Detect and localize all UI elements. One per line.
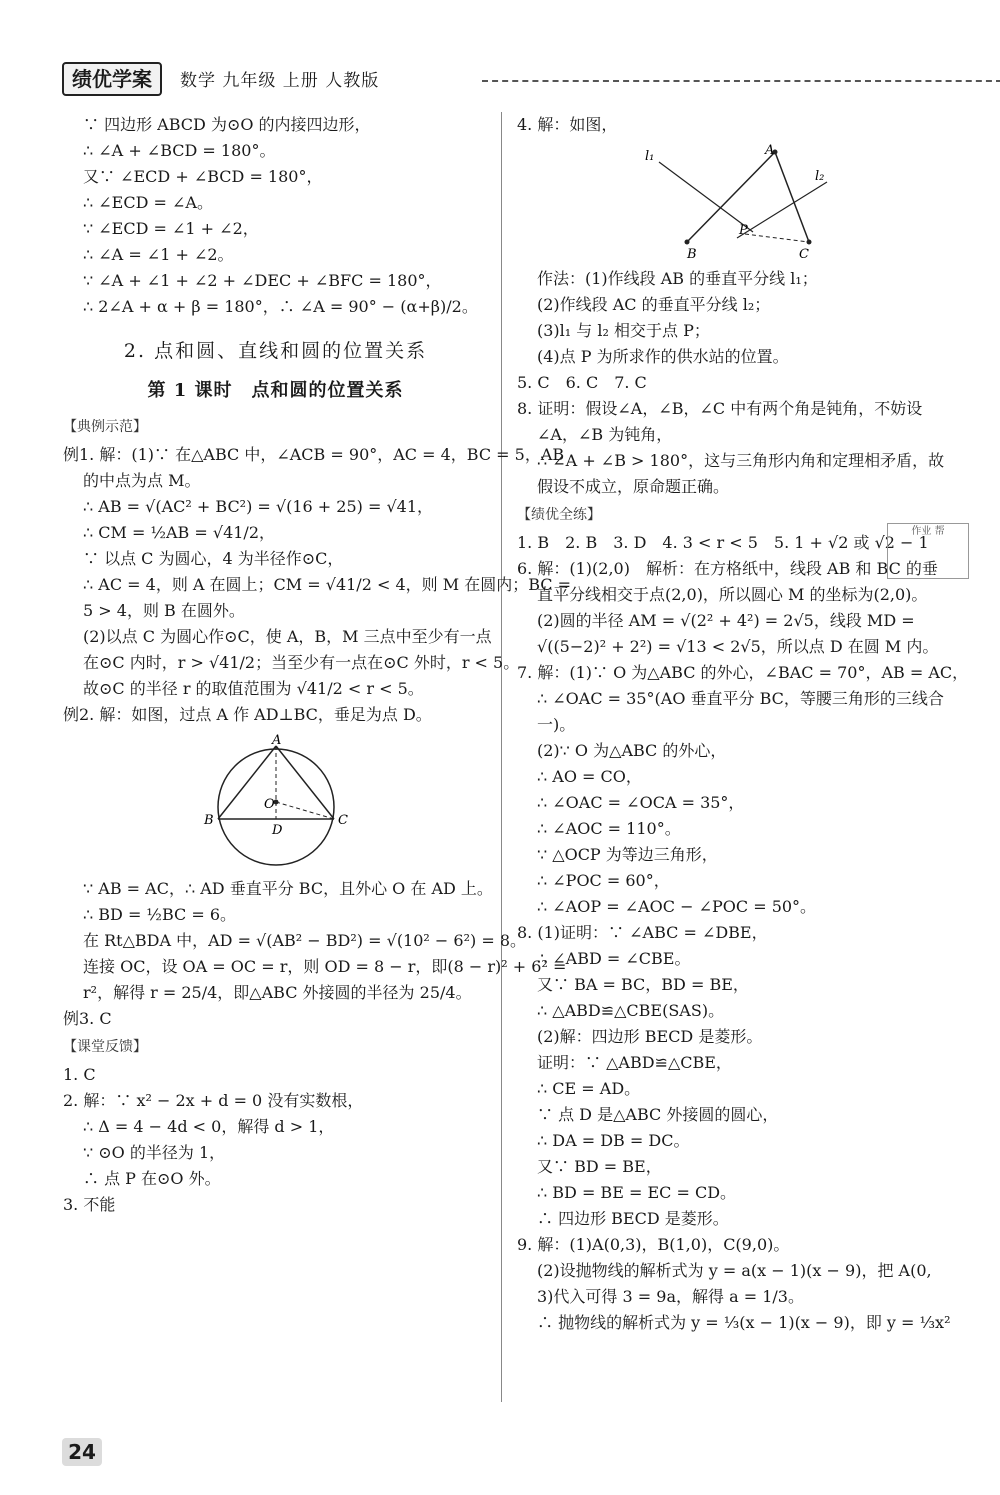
text-line: 8. 证明：假设∠A，∠B，∠C 中有两个角是钝角，不妨设 <box>517 399 923 418</box>
text-line: ∵ 四边形 ABCD 为⊙O 的内接四边形， <box>83 115 371 134</box>
text-line: 又∵ BD = BE， <box>537 1157 662 1176</box>
stamp-image: 作业 帮 <box>887 523 969 579</box>
text-line: ∠A，∠B 为钝角， <box>537 425 673 444</box>
text-line: 作法：(1)作线段 AB 的垂直平分线 l₁； <box>537 269 818 288</box>
text-line: 7. 解：(1)∵ O 为△ABC 的外心，∠BAC = 70°，AB = AC， <box>517 663 969 682</box>
text-line: 假设不成立，原命题正确。 <box>537 477 730 496</box>
page-header <box>62 62 952 98</box>
circle-triangle-figure <box>196 732 356 872</box>
text-line: r²，解得 r = 25/4，即△ABC 外接圆的半径为 25/4。 <box>83 983 472 1002</box>
text-line: 3. 不能 <box>63 1195 116 1214</box>
text-line: ∴ ∠OAC = ∠OCA = 35°， <box>537 793 745 812</box>
text-line: ∴ 点 P 在⊙O 外。 <box>83 1169 221 1188</box>
label-o: O <box>263 797 275 812</box>
lesson-title: 第 1 课时 点和圆的位置关系 <box>147 380 404 401</box>
text-line: 2. 解：∵ x² − 2x + d = 0 没有实数根， <box>63 1091 364 1110</box>
header-divider <box>482 80 1000 82</box>
text-line: ∴ ∠A + ∠B > 180°，这与三角形内角和定理相矛盾，故 <box>537 451 945 470</box>
text-line: ∴ AB = √(AC² + BC²) = √(16 + 25) = √41， <box>83 497 434 516</box>
text-line: 一)。 <box>537 715 576 734</box>
section-tag: 【绩优全练】 <box>517 507 601 523</box>
text-line: 3)代入可得 3 = 9a，解得 a = 1/3。 <box>537 1287 804 1306</box>
section-title: 2. 点和圆、直线和圆的位置关系 <box>123 340 428 362</box>
text-line: (2)作线段 AC 的垂直平分线 l₂； <box>537 295 771 314</box>
section-tag: 【典例示范】 <box>63 419 147 435</box>
label-d: D <box>271 823 282 838</box>
text-line: ∴ ∠POC = 60°， <box>537 871 670 890</box>
text-line: 6. 解：(1)(2,0) 解析：在方格纸中，线段 AB 和 BC 的垂 <box>517 559 938 578</box>
text-line: ∴ 2∠A + α + β = 180°，∴ ∠A = 90° − (α+β)/2。 <box>83 297 478 316</box>
text-line: ∴ 四边形 BECD 是菱形。 <box>537 1209 729 1228</box>
text-line: √((5−2)² + 2²) = √13 < 2√5，所以点 D 在圆 M 内。 <box>537 637 939 656</box>
text-line: ∵ 以点 C 为圆心，4 为半径作⊙C， <box>83 549 344 568</box>
text-line: 8. (1)证明：∵ ∠ABC = ∠DBE， <box>517 923 768 942</box>
section-tag: 【课堂反馈】 <box>63 1039 147 1055</box>
text-line: 例1. 解：(1)∵ 在△ABC 中，∠ACB = 90°，AC = 4，BC = 5，AB <box>63 445 565 464</box>
text-line: ∴ ∠ECD = ∠A。 <box>83 193 213 212</box>
text-line: (2)以点 C 为圆心作⊙C，使 A，B，M 三点中至少有一点 <box>83 627 492 646</box>
label-a: A <box>271 733 281 748</box>
text-line: 故⊙C 的半径 r 的取值范围为 √41/2 < r < 5。 <box>83 679 424 698</box>
text-line: ∵ 点 D 是△ABC 外接圆的圆心， <box>537 1105 779 1124</box>
label-a: A <box>765 143 775 158</box>
text-line: ∵ ∠A + ∠1 + ∠2 + ∠DEC + ∠BFC = 180°， <box>83 271 442 290</box>
text-line: 例2. 解：如图，过点 A 作 AD⊥BC，垂足为点 D。 <box>63 705 432 724</box>
text-line: ∴ AC = 4，则 A 在圆上；CM = √41/2 < 4，则 M 在圆内；BC = <box>83 575 571 594</box>
perpendicular-bisector-figure <box>633 142 833 262</box>
text-line: 5 > 4，则 B 在圆外。 <box>83 601 245 620</box>
subject-line: 数学 九年级 上册 人教版 <box>180 71 380 91</box>
text-line: ∴ CE = AD。 <box>537 1079 641 1098</box>
text-line: 直平分线相交于点(2,0)，所以圆心 M 的坐标为(2,0)。 <box>537 585 928 604</box>
text-line: 5. C 6. C 7. C <box>517 373 647 392</box>
text-line: ∴ Δ = 4 − 4d < 0，解得 d > 1， <box>83 1117 335 1136</box>
text-line: ∴ AO = CO， <box>537 767 642 786</box>
text-line: ∴ BD = BE = EC = CD。 <box>537 1183 737 1202</box>
text-line: ∴ CM = ½AB = √41/2， <box>83 523 275 542</box>
text-line: ∴ ∠AOC = 110°。 <box>537 819 681 838</box>
text-line: 又∵ ∠ECD + ∠BCD = 180°， <box>83 167 323 186</box>
text-line: ∴ ∠OAC = 35°(AO 垂直平分 BC，等腰三角形的三线合 <box>537 689 944 708</box>
column-divider <box>501 112 502 1402</box>
text-line: ∵ ∠ECD = ∠1 + ∠2， <box>83 219 259 238</box>
text-line: ∴ ∠A = ∠1 + ∠2。 <box>83 245 234 264</box>
text-line: ∵ AB = AC，∴ AD 垂直平分 BC，且外心 O 在 AD 上。 <box>83 879 493 898</box>
text-line: 1. B 2. B 3. D 4. 3 < r < 5 5. 1 + √2 或 √2 − 1 <box>517 533 929 552</box>
text-line: 在⊙C 内时，r > √41/2；当至少有一点在⊙C 外时，r < 5。 <box>83 653 520 672</box>
text-line: 1. C <box>63 1065 96 1084</box>
text-line: ∵ ⊙O 的半径为 1， <box>83 1143 226 1162</box>
text-line: 例3. C <box>63 1009 112 1028</box>
text-line: ∴ △ABD≌△CBE(SAS)。 <box>537 1001 725 1020</box>
text-line: ∴ BD = ½BC = 6。 <box>83 905 236 924</box>
label-p: P <box>739 223 748 238</box>
right-column <box>517 112 969 1336</box>
text-line: (2)解：四边形 BECD 是菱形。 <box>537 1027 763 1046</box>
text-line: (4)点 P 为所求作的供水站的位置。 <box>537 347 789 366</box>
text-line: 连接 OC，设 OA = OC = r，则 OD = 8 − r，即(8 − r)² + 6² = <box>83 957 567 976</box>
label-l2: l₂ <box>815 169 825 184</box>
label-b: B <box>203 813 214 828</box>
text-line: ∴ DA = DB = DC。 <box>537 1131 690 1150</box>
label-b: B <box>687 247 697 262</box>
text-line: (3)l₁ 与 l₂ 相交于点 P； <box>537 321 710 340</box>
text-line: 又∵ BA = BC，BD = BE， <box>537 975 749 994</box>
text-line: 的中点为点 M。 <box>83 471 201 490</box>
label-c: C <box>337 813 348 828</box>
text-line: ∴ ∠AOP = ∠AOC − ∠POC = 50°。 <box>537 897 817 916</box>
page-number: 24 <box>62 1438 102 1466</box>
text-line: ∴ ∠ABD = ∠CBE。 <box>537 949 691 968</box>
text-line: 在 Rt△BDA 中，AD = √(AB² − BD²) = √(10² − 6²) = 8。 <box>83 931 527 950</box>
text-line: ∵ △OCP 为等边三角形， <box>537 845 718 864</box>
label-c: C <box>799 247 809 262</box>
brand-logo: 绩优学案 <box>62 62 162 96</box>
text-line: 证明：∵ △ABD≌△CBE， <box>537 1053 732 1072</box>
label-l1: l₁ <box>645 149 655 164</box>
text-line: 9. 解：(1)A(0,3)，B(1,0)，C(9,0)。 <box>517 1235 790 1254</box>
text-line: (2)∵ O 为△ABC 的外心， <box>537 741 727 760</box>
text-line: (2)设抛物线的解析式为 y = a(x − 1)(x − 9)，把 A(0, <box>537 1261 932 1280</box>
text-line: (2)圆的半径 AM = √(2² + 4²) = 2√5，线段 MD = <box>537 611 915 630</box>
text-line: 4. 解：如图， <box>517 115 618 134</box>
text-line: ∴ ∠A + ∠BCD = 180°。 <box>83 141 276 160</box>
text-line: ∴ 抛物线的解析式为 y = ⅓(x − 1)(x − 9)，即 y = ⅓x² <box>537 1313 951 1332</box>
